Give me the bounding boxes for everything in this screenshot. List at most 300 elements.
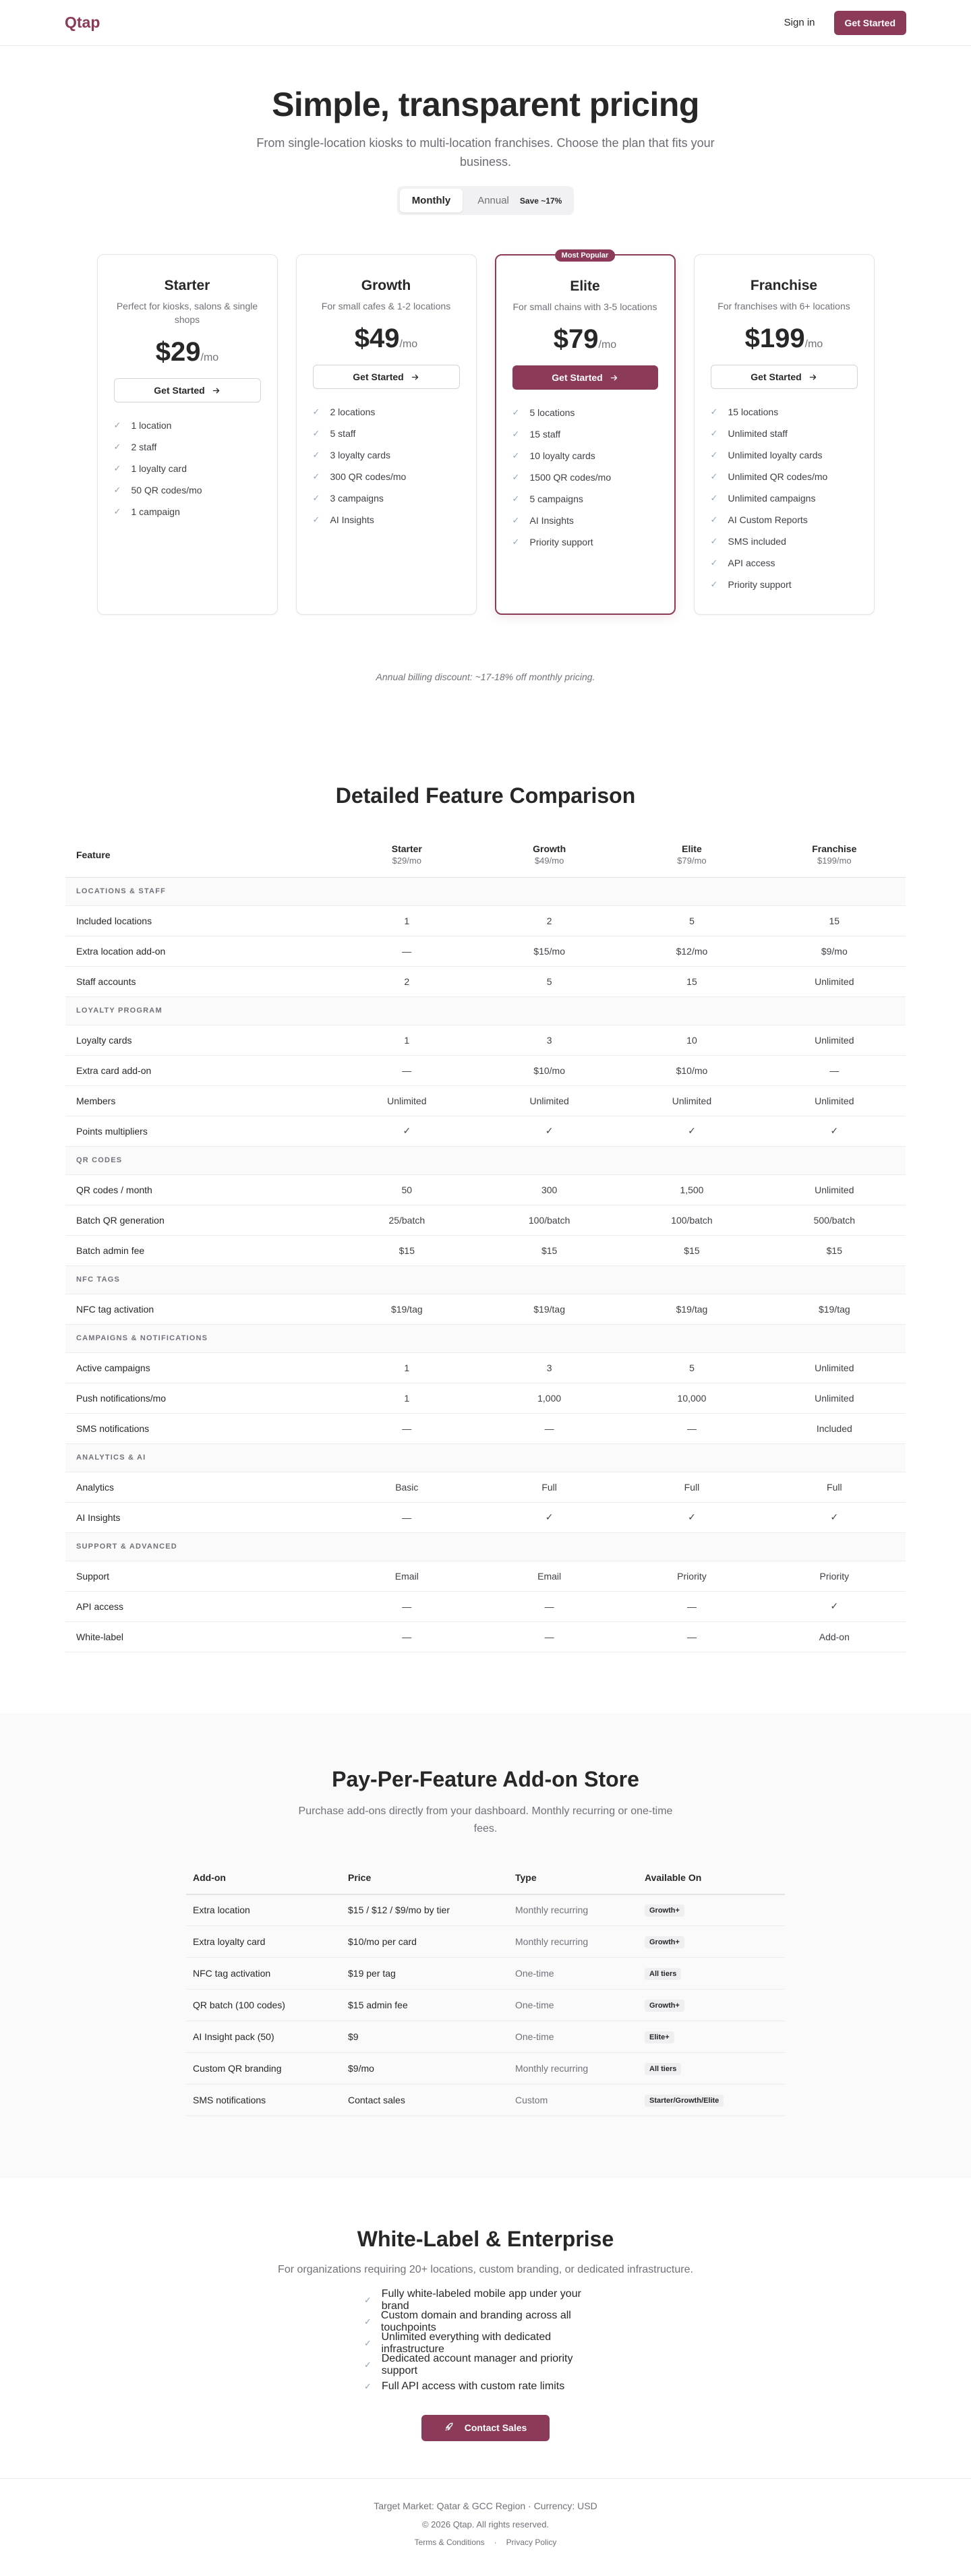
comparison-row-label: Staff accounts bbox=[76, 976, 136, 987]
arrow-right-icon bbox=[808, 373, 817, 382]
comparison-row-label: Loyalty cards bbox=[76, 1034, 132, 1046]
addon-type: Monthly recurring bbox=[515, 1894, 645, 1926]
plan-feature-label: 15 staff bbox=[529, 429, 561, 440]
pricing-cards bbox=[0, 251, 971, 615]
comparison-cell: Email bbox=[537, 1570, 562, 1582]
check-icon: ✓ bbox=[364, 2359, 372, 2370]
check-icon: ✓ bbox=[710, 514, 718, 525]
check-icon: ✓ bbox=[512, 493, 520, 504]
plan-description: For franchises with 6+ locations bbox=[717, 301, 850, 311]
addon-availability bbox=[645, 1894, 785, 1926]
billing-annual-option[interactable]: Annual bbox=[477, 195, 509, 206]
comparison-row-label: NFC tag activation bbox=[76, 1303, 154, 1315]
comparison-row bbox=[65, 1591, 906, 1621]
comparison-cell: 50 bbox=[401, 1184, 413, 1195]
comparison-cell: Unlimited bbox=[529, 1095, 569, 1106]
plan-price-amount: $79 bbox=[553, 324, 599, 354]
check-icon: ✓ bbox=[312, 514, 320, 525]
addon-row bbox=[186, 1926, 785, 1958]
addon-row bbox=[186, 1989, 785, 2021]
white-label-feature-item bbox=[364, 2354, 607, 2376]
comparison-cell: — bbox=[402, 945, 412, 957]
check-icon: ✓ bbox=[710, 428, 718, 438]
addon-name: Custom QR branding bbox=[186, 2053, 348, 2085]
signin-link[interactable]: Sign in bbox=[784, 17, 815, 28]
comparison-cell: $12/mo bbox=[676, 945, 708, 957]
comparison-cell: 1,000 bbox=[537, 1392, 562, 1404]
check-icon: ✓ bbox=[312, 471, 320, 481]
comparison-row bbox=[65, 1561, 906, 1591]
check-icon: ✓ bbox=[710, 536, 718, 546]
addon-type: One-time bbox=[515, 1958, 645, 1989]
check-icon: ✓ bbox=[710, 450, 718, 460]
plan-feature-label: 1 location bbox=[131, 420, 172, 431]
comparison-cell: 1 bbox=[404, 1034, 410, 1046]
logo[interactable]: Qtap bbox=[65, 13, 100, 31]
comparison-table bbox=[65, 833, 906, 1652]
addon-price: $19 per tag bbox=[348, 1958, 515, 1989]
availability-badge: Growth+ bbox=[645, 2000, 684, 2012]
pricing-hero bbox=[0, 46, 971, 215]
comparison-cell: Unlimited bbox=[815, 976, 854, 987]
addon-type: Monthly recurring bbox=[515, 1926, 645, 1958]
addon-availability bbox=[645, 1989, 785, 2021]
comparison-cell: Full bbox=[827, 1481, 842, 1493]
check-icon: ✓ bbox=[710, 471, 718, 481]
comparison-row bbox=[65, 1085, 906, 1116]
comparison-group-title: QR CODES bbox=[76, 1156, 123, 1164]
plan-feature-item bbox=[711, 423, 858, 444]
comparison-cell: 5 bbox=[689, 1362, 695, 1373]
plan-feature-label: Priority support bbox=[728, 579, 792, 590]
comparison-cell: Unlimited bbox=[815, 1184, 854, 1195]
site-header bbox=[0, 0, 971, 46]
comparison-row bbox=[65, 1383, 906, 1413]
comparison-row-label: Extra card add-on bbox=[76, 1065, 152, 1076]
plan-get-started-button[interactable] bbox=[512, 365, 658, 390]
comparison-cell: — bbox=[402, 1631, 412, 1642]
plan-price bbox=[711, 324, 858, 354]
plan-card-franchise bbox=[694, 254, 875, 615]
plan-feature-label: Unlimited loyalty cards bbox=[728, 450, 823, 460]
plan-get-started-button[interactable] bbox=[313, 365, 460, 389]
check-icon: ✓ bbox=[113, 485, 121, 495]
addon-price: $15 admin fee bbox=[348, 1989, 515, 2021]
comparison-title: Detailed Feature Comparison bbox=[335, 783, 636, 808]
plan-description: For small cafes & 1-2 locations bbox=[321, 301, 451, 311]
white-label-feature-item bbox=[364, 2311, 607, 2333]
comparison-cell: $15/mo bbox=[533, 945, 565, 957]
comparison-row bbox=[65, 1472, 906, 1502]
plan-description: For small chains with 3-5 locations bbox=[512, 301, 657, 312]
plan-column-price: $79/mo bbox=[677, 856, 707, 866]
type-col-header: Type bbox=[515, 1862, 645, 1894]
white-label-section bbox=[0, 2178, 971, 2441]
comparison-group-title: CAMPAIGNS & NOTIFICATIONS bbox=[76, 1334, 208, 1342]
billing-monthly-option[interactable]: Monthly bbox=[400, 189, 463, 212]
addon-price: Contact sales bbox=[348, 2085, 515, 2116]
check-icon: ✓ bbox=[710, 558, 718, 568]
comparison-cell: $9/mo bbox=[821, 945, 848, 957]
addon-price: $15 / $12 / $9/mo by tier bbox=[348, 1894, 515, 1926]
plan-feature-item bbox=[114, 479, 261, 501]
check-icon: ✓ bbox=[830, 1511, 839, 1522]
plan-feature-label: 5 locations bbox=[529, 407, 575, 418]
addon-price: $9 bbox=[348, 2021, 515, 2053]
plan-feature-list bbox=[711, 401, 858, 595]
check-icon: ✓ bbox=[364, 2294, 372, 2305]
plan-feature-label: 15 locations bbox=[728, 407, 779, 417]
check-icon: ✓ bbox=[512, 515, 520, 525]
addon-row bbox=[186, 2053, 785, 2085]
plan-name: Growth bbox=[361, 278, 411, 293]
button-label: Get Started bbox=[353, 371, 404, 382]
check-icon: ✓ bbox=[512, 429, 520, 439]
plan-feature-label: 300 QR codes/mo bbox=[330, 471, 407, 482]
white-label-title: White-Label & Enterprise bbox=[357, 2226, 614, 2251]
plan-get-started-button[interactable] bbox=[114, 378, 261, 402]
addon-table-body bbox=[186, 1894, 785, 2116]
white-label-feature-label: Fully white-labeled mobile app under your brand bbox=[381, 2287, 581, 2312]
plan-column-price: $199/mo bbox=[817, 856, 852, 866]
plan-feature-item bbox=[313, 401, 460, 423]
plan-feature-item bbox=[313, 423, 460, 444]
plan-column-name: Starter bbox=[391, 843, 422, 855]
comparison-row bbox=[65, 905, 906, 936]
store-subtitle: Purchase add-ons directly from your dashboard. Monthly recurring or one-time fees. bbox=[298, 1805, 673, 1834]
contact-sales-label: Contact Sales bbox=[464, 2422, 527, 2433]
comparison-row-label: SMS notifications bbox=[76, 1422, 150, 1434]
plan-column-header bbox=[336, 833, 478, 877]
annual-save-badge: Save ~17% bbox=[519, 196, 562, 206]
comparison-group-title: NFC TAGS bbox=[76, 1276, 121, 1284]
comparison-row bbox=[65, 1621, 906, 1652]
plan-column-name: Elite bbox=[682, 843, 702, 855]
comparison-cell: Included bbox=[816, 1422, 852, 1434]
available-col-header: Available On bbox=[645, 1862, 785, 1894]
comparison-cell: 5 bbox=[689, 915, 695, 926]
plan-column-header bbox=[620, 833, 763, 877]
plan-feature-label: 5 staff bbox=[330, 428, 356, 439]
plan-feature-label: 1 loyalty card bbox=[131, 463, 187, 474]
rocket-icon bbox=[444, 2422, 454, 2434]
white-label-feature-label: Unlimited everything with dedicated infrastructure bbox=[381, 2331, 552, 2355]
plan-feature-label: Unlimited campaigns bbox=[728, 493, 816, 504]
comparison-cell: Full bbox=[684, 1481, 700, 1493]
comparison-cell: $19/tag bbox=[676, 1303, 708, 1315]
check-icon: ✓ bbox=[364, 2380, 372, 2391]
check-icon: ✓ bbox=[364, 2337, 372, 2348]
plan-card-starter bbox=[97, 254, 278, 615]
button-label: Get Started bbox=[154, 385, 205, 396]
check-icon: ✓ bbox=[830, 1125, 839, 1136]
plan-feature-item bbox=[114, 501, 261, 522]
arrow-right-icon bbox=[411, 373, 419, 382]
header-nav bbox=[784, 11, 906, 35]
plan-feature-list bbox=[512, 402, 658, 553]
comparison-cell: $19/tag bbox=[533, 1303, 565, 1315]
plan-feature-item bbox=[114, 415, 261, 436]
plan-price-period: /mo bbox=[598, 339, 617, 351]
page-subtitle: From single-location kiosks to multi-location franchises. Choose the plan that fits your business. bbox=[256, 136, 715, 169]
comparison-cell: $15 bbox=[541, 1245, 558, 1256]
white-label-feature-item bbox=[364, 2376, 607, 2397]
comparison-cell: Email bbox=[394, 1570, 419, 1582]
comparison-cell: 2 bbox=[404, 976, 410, 987]
white-label-feature-item bbox=[364, 2333, 607, 2354]
comparison-row-label: Batch admin fee bbox=[76, 1245, 145, 1256]
addon-name: AI Insight pack (50) bbox=[186, 2021, 348, 2053]
comparison-row-label: Included locations bbox=[76, 915, 152, 926]
plan-feature-item bbox=[313, 444, 460, 466]
contact-sales-button[interactable] bbox=[421, 2415, 550, 2441]
addon-row bbox=[186, 1894, 785, 1926]
plan-feature-item bbox=[313, 509, 460, 531]
plan-feature-item bbox=[711, 574, 858, 595]
button-label: Get Started bbox=[552, 372, 603, 383]
comparison-cell: Basic bbox=[395, 1481, 419, 1493]
addon-name: Extra loyalty card bbox=[186, 1926, 348, 1958]
white-label-subtitle: For organizations requiring 20+ locations, custom branding, or dedicated infrastructure. bbox=[278, 2263, 693, 2275]
plan-feature-item bbox=[512, 402, 658, 423]
comparison-cell: 300 bbox=[541, 1184, 558, 1195]
plan-get-started-button[interactable] bbox=[711, 365, 858, 389]
comparison-group-row bbox=[65, 996, 906, 1025]
plan-feature-label: AI Insights bbox=[529, 515, 574, 526]
comparison-cell: 25/batch bbox=[388, 1214, 425, 1226]
footer-links bbox=[0, 2538, 971, 2547]
addon-availability bbox=[645, 1926, 785, 1958]
addon-store-section bbox=[0, 1713, 971, 2178]
comparison-row-label: Active campaigns bbox=[76, 1362, 150, 1373]
addon-row bbox=[186, 1958, 785, 1989]
addon-name: NFC tag activation bbox=[186, 1958, 348, 1989]
addon-name: QR batch (100 codes) bbox=[186, 1989, 348, 2021]
comparison-row bbox=[65, 966, 906, 996]
white-label-feature-label: Dedicated account manager and priority support bbox=[381, 2352, 573, 2376]
comparison-group-title: ANALYTICS & AI bbox=[76, 1454, 146, 1462]
plan-price-period: /mo bbox=[804, 338, 823, 350]
check-icon: ✓ bbox=[312, 493, 320, 503]
check-icon: ✓ bbox=[312, 428, 320, 438]
check-icon: ✓ bbox=[688, 1511, 696, 1522]
plan-name: Elite bbox=[570, 278, 600, 294]
addon-row bbox=[186, 2085, 785, 2116]
terms-link[interactable]: Terms & Conditions bbox=[414, 2538, 485, 2547]
plan-column-price: $49/mo bbox=[534, 856, 564, 866]
plan-feature-label: AI Custom Reports bbox=[728, 514, 808, 525]
comparison-cell: $10/mo bbox=[533, 1065, 565, 1076]
plan-feature-item bbox=[711, 487, 858, 509]
plan-name: Starter bbox=[164, 278, 210, 293]
check-icon: ✓ bbox=[545, 1125, 554, 1136]
comparison-row bbox=[65, 1055, 906, 1085]
addon-name: Extra location bbox=[186, 1894, 348, 1926]
check-icon: ✓ bbox=[512, 407, 520, 417]
comparison-cell: 15 bbox=[686, 976, 697, 987]
plan-feature-list bbox=[313, 401, 460, 531]
plan-feature-label: 50 QR codes/mo bbox=[131, 485, 202, 496]
comparison-group-title: SUPPORT & ADVANCED bbox=[76, 1542, 177, 1551]
white-label-feature-item bbox=[364, 2289, 607, 2311]
feature-column-header: Feature bbox=[76, 849, 111, 860]
comparison-cell: — bbox=[544, 1631, 554, 1642]
check-icon: ✓ bbox=[403, 1125, 411, 1136]
header-get-started-button[interactable]: Get Started bbox=[834, 11, 906, 35]
addon-type: One-time bbox=[515, 2021, 645, 2053]
comparison-cell: Full bbox=[541, 1481, 557, 1493]
comparison-cell: $15 bbox=[684, 1245, 700, 1256]
comparison-cell: 1 bbox=[404, 915, 410, 926]
comparison-cell: — bbox=[686, 1631, 697, 1642]
comparison-row-label: Points multipliers bbox=[76, 1125, 148, 1137]
check-icon: ✓ bbox=[512, 472, 520, 482]
check-icon: ✓ bbox=[512, 450, 520, 460]
addon-price: $10/mo per card bbox=[348, 1926, 515, 1958]
footer-market-line: Target Market: Qatar & GCC Region · Currency: USD bbox=[374, 2500, 597, 2511]
comparison-cell: — bbox=[402, 1422, 412, 1434]
addon-row bbox=[186, 2021, 785, 2053]
comparison-group-row bbox=[65, 1532, 906, 1561]
addon-availability bbox=[645, 1958, 785, 1989]
comparison-row bbox=[65, 1502, 906, 1532]
plan-feature-label: Priority support bbox=[529, 537, 593, 547]
availability-badge: Growth+ bbox=[645, 1905, 684, 1917]
availability-badge: Growth+ bbox=[645, 1936, 684, 1948]
comparison-cell: 1 bbox=[404, 1362, 410, 1373]
plan-feature-item bbox=[114, 436, 261, 458]
comparison-group-row bbox=[65, 1324, 906, 1352]
comparison-group-row bbox=[65, 1146, 906, 1174]
comparison-cell: $19/tag bbox=[390, 1303, 423, 1315]
comparison-cell: — bbox=[686, 1600, 697, 1612]
site-footer bbox=[0, 2478, 971, 2547]
comparison-row-label: Support bbox=[76, 1570, 110, 1582]
comparison-cell: 2 bbox=[546, 915, 552, 926]
arrow-right-icon bbox=[610, 373, 618, 382]
plan-column-name: Growth bbox=[533, 843, 566, 855]
check-icon: ✓ bbox=[113, 442, 121, 452]
comparison-row-label: White-label bbox=[76, 1631, 124, 1642]
comparison-cell: Unlimited bbox=[672, 1095, 712, 1106]
comparison-cell: $15 bbox=[399, 1245, 415, 1256]
comparison-cell: — bbox=[544, 1422, 554, 1434]
check-icon: ✓ bbox=[710, 579, 718, 589]
plan-card-growth bbox=[296, 254, 477, 615]
addon-availability bbox=[645, 2021, 785, 2053]
plan-description: Perfect for kiosks, salons & single shops bbox=[116, 301, 258, 325]
comparison-row bbox=[65, 1413, 906, 1443]
comparison-cell: Unlimited bbox=[387, 1095, 427, 1106]
privacy-link[interactable]: Privacy Policy bbox=[506, 2538, 557, 2547]
comparison-cell: 1,500 bbox=[680, 1184, 704, 1195]
addon-table bbox=[186, 1862, 785, 2117]
white-label-features bbox=[364, 2289, 607, 2397]
addon-header-row bbox=[186, 1862, 785, 1894]
comparison-row bbox=[65, 936, 906, 966]
plan-price-amount: $49 bbox=[354, 324, 400, 353]
check-icon: ✓ bbox=[688, 1125, 696, 1136]
comparison-cell: — bbox=[686, 1422, 697, 1434]
availability-badge: All tiers bbox=[645, 2063, 681, 2075]
plan-feature-label: 10 loyalty cards bbox=[529, 450, 595, 461]
plan-feature-item bbox=[711, 509, 858, 531]
plan-price-period: /mo bbox=[200, 352, 219, 363]
check-icon: ✓ bbox=[545, 1511, 554, 1522]
comparison-row-label: AI Insights bbox=[76, 1511, 121, 1523]
comparison-row bbox=[65, 1205, 906, 1235]
plan-card-elite bbox=[495, 251, 676, 615]
comparison-cell: 1 bbox=[404, 1392, 410, 1404]
comparison-cell: 10,000 bbox=[677, 1392, 707, 1404]
plan-feature-label: 5 campaigns bbox=[529, 493, 583, 504]
comparison-row-label: Analytics bbox=[76, 1481, 115, 1493]
plan-column-header bbox=[478, 833, 620, 877]
plan-feature-item bbox=[313, 466, 460, 487]
plan-feature-item bbox=[512, 445, 658, 467]
addon-availability bbox=[645, 2085, 785, 2116]
comparison-row bbox=[65, 1235, 906, 1265]
addon-type: One-time bbox=[515, 1989, 645, 2021]
comparison-cell: — bbox=[402, 1600, 412, 1612]
availability-badge: All tiers bbox=[645, 1968, 681, 1980]
check-icon: ✓ bbox=[364, 2316, 372, 2327]
comparison-cell: Priority bbox=[819, 1570, 850, 1582]
plan-name: Franchise bbox=[750, 278, 818, 293]
comparison-cell: Unlimited bbox=[815, 1034, 854, 1046]
plan-feature-item bbox=[512, 467, 658, 488]
plan-price-amount: $199 bbox=[744, 324, 805, 353]
availability-badge: Elite+ bbox=[645, 2031, 674, 2043]
comparison-cell: 5 bbox=[546, 976, 552, 987]
comparison-cell: Unlimited bbox=[815, 1095, 854, 1106]
comparison-row-label: Push notifications/mo bbox=[76, 1392, 167, 1404]
comparison-cell: $19/tag bbox=[818, 1303, 850, 1315]
plan-feature-label: SMS included bbox=[728, 536, 786, 547]
plan-feature-label: API access bbox=[728, 558, 775, 568]
plan-feature-label: 1 campaign bbox=[131, 506, 180, 517]
comparison-cell: Unlimited bbox=[815, 1362, 854, 1373]
plan-price bbox=[313, 324, 460, 354]
comparison-row bbox=[65, 1294, 906, 1324]
price-col-header: Price bbox=[348, 1862, 515, 1894]
plan-feature-label: 3 loyalty cards bbox=[330, 450, 390, 460]
check-icon: ✓ bbox=[312, 450, 320, 460]
comparison-cell: — bbox=[544, 1600, 554, 1612]
check-icon: ✓ bbox=[710, 407, 718, 417]
comparison-cell: $15 bbox=[826, 1245, 842, 1256]
comparison-group-title: LOYALTY PROGRAM bbox=[76, 1007, 163, 1015]
check-icon: ✓ bbox=[113, 420, 121, 430]
comparison-row-label: Members bbox=[76, 1095, 116, 1106]
comparison-cell: Priority bbox=[677, 1570, 707, 1582]
plan-price bbox=[114, 337, 261, 367]
plan-column-header bbox=[763, 833, 906, 877]
footer-copyright: © 2026 Qtap. All rights reserved. bbox=[421, 2519, 550, 2529]
plan-column-name: Franchise bbox=[812, 843, 857, 855]
comparison-cell: 100/batch bbox=[671, 1214, 713, 1226]
comparison-cell: — bbox=[402, 1511, 412, 1523]
plan-feature-item bbox=[313, 487, 460, 509]
comparison-cell: $10/mo bbox=[676, 1065, 708, 1076]
check-icon: ✓ bbox=[312, 407, 320, 417]
plan-feature-item bbox=[114, 458, 261, 479]
button-label: Get Started bbox=[751, 371, 802, 382]
comparison-body bbox=[65, 877, 906, 1652]
addon-availability bbox=[645, 2053, 785, 2085]
plan-feature-item bbox=[711, 401, 858, 423]
comparison-group-row bbox=[65, 877, 906, 905]
